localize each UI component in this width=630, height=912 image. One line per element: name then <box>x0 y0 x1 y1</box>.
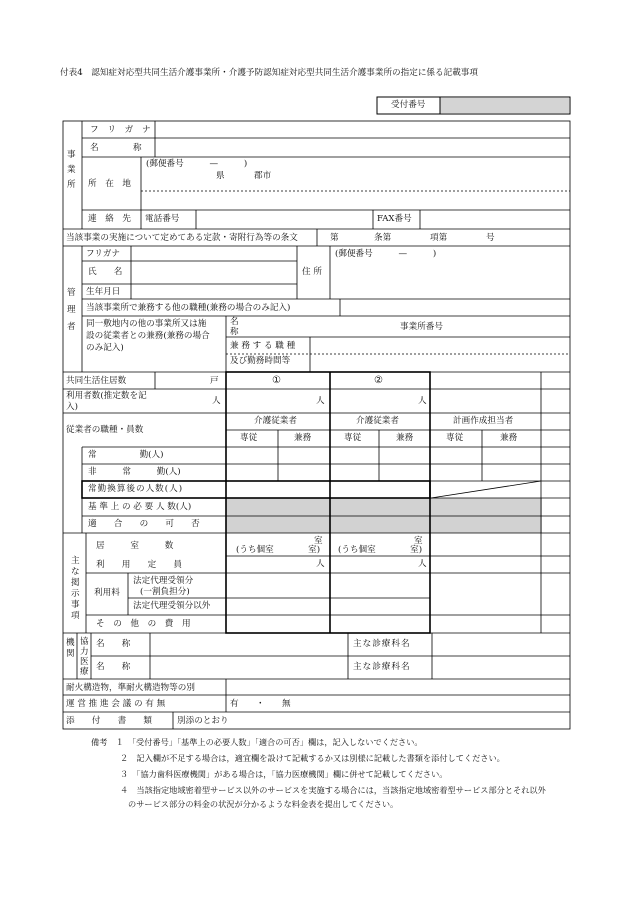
coop-section-label <box>66 638 76 660</box>
capacity-unit-2: 人 <box>418 559 427 569</box>
attach-value: 別添のとおり <box>177 716 229 726</box>
regulation-jo: 条第 <box>374 233 392 243</box>
users-unit-0: 人 <box>212 396 221 406</box>
coop-lab-4: 療 <box>80 667 89 677</box>
manager-mei-2: 称 <box>230 327 239 337</box>
coop-sec-1: 機 <box>66 638 75 648</box>
manager-name-label: 氏 名 <box>88 267 123 277</box>
manager-section-2: 理 <box>67 305 76 315</box>
items-capacity-label: 利 用 定 員 <box>96 560 182 570</box>
items-sec-3: 掲 <box>71 578 80 588</box>
coop-lab-1: 協 <box>80 637 89 647</box>
coop-name-2-label: 名 称 <box>96 662 131 672</box>
regulation-ko: 項第 <box>430 233 448 243</box>
manager-postal: (郵便番号 — ) <box>335 249 437 259</box>
manager-section-3: 者 <box>67 322 76 332</box>
manager-same-site-2: 設の従業者との兼務(兼務の場合 <box>86 331 210 341</box>
office-phone-label: 電話番号 <box>145 214 180 224</box>
items-sec-6: 項 <box>71 611 80 621</box>
staff-full-3: 専従 <box>446 433 464 443</box>
capacity-unit-1: 人 <box>316 559 325 569</box>
council-separator: ・ <box>256 699 265 709</box>
staff-ok-label: 適 合 の 可 否 <box>88 519 200 529</box>
unit-2-header: ② <box>374 375 383 386</box>
room-private-1: (うち個室 室) <box>236 545 321 555</box>
note-1: 備考 １ 「受付番号」「基準上の必要人数」「適合の可否」欄は，記入しないでください。 <box>91 737 423 747</box>
items-section-label <box>71 556 81 622</box>
manager-same-site-1: 同一敷地内の他の事業所又は施 <box>86 319 207 329</box>
items-sec-5: 事 <box>71 600 80 610</box>
users-label-1: 利用者数(推定数を記 <box>66 391 147 401</box>
items-fee1-label: 法定代理受領分 <box>133 576 194 586</box>
staff-care-2: 介護従業者 <box>356 416 399 426</box>
units-count-label: 共同生活住居数 <box>66 376 127 386</box>
coop-lab-3: 医 <box>80 657 89 667</box>
manager-job-hours-2: 及び勤務時間等 <box>230 356 291 366</box>
items-rooms-label: 居 室 数 <box>96 541 174 551</box>
office-contact-label: 連 絡 先 <box>88 214 131 224</box>
items-sec-4: 示 <box>71 589 80 599</box>
office-postal: (郵便番号 — ) <box>146 159 248 169</box>
fireproof-label: 耐火構造物，準耐火構造物等の別 <box>66 683 195 693</box>
office-pref: 県 <box>216 171 225 181</box>
note-4: ４ 当該指定地域密着型サービス以外のサービスを実施する場合には，当該指定地域密着型サービス部分とそれ以外 <box>120 785 546 795</box>
staff-label: 従業者の職種・員数 <box>66 425 144 435</box>
items-fee2-label: 法定代理受領分以外 <box>133 601 211 611</box>
receipt-label: 受付番号 <box>391 100 426 110</box>
unit-1-header: ① <box>272 375 281 386</box>
coop-label <box>80 637 90 677</box>
staff-part-1: 兼務 <box>294 433 312 443</box>
manager-address-label: 住 所 <box>302 267 322 277</box>
staff-care-1: 介護従業者 <box>254 416 297 426</box>
regulation-go: 号 <box>486 233 495 243</box>
regulation-dai: 第 <box>330 233 339 243</box>
users-unit-1: 人 <box>316 396 325 406</box>
staff-regular-label: 常 勤(人) <box>88 450 164 460</box>
staff-part-2: 兼務 <box>396 433 414 443</box>
manager-birth-label: 生年月日 <box>86 287 121 297</box>
manager-same-site-3: のみ記入) <box>86 343 124 353</box>
room-unit-2: 室 <box>414 536 423 546</box>
staff-nonregular-label: 非 常 勤(人) <box>88 467 181 477</box>
office-name-label: 名 称 <box>90 143 142 153</box>
office-section-label: 事 業 所 <box>67 150 76 190</box>
office-city: 郡市 <box>254 171 272 181</box>
attach-label: 添 付 書 類 <box>66 716 152 726</box>
coop-dept-1-label: 主な診療科名 <box>353 639 411 649</box>
items-fee1b-label: (一割負担分) <box>140 587 190 597</box>
manager-furigana-label: フリガナ <box>86 249 120 259</box>
items-sec-2: な <box>71 567 80 577</box>
room-unit-1: 室 <box>314 536 323 546</box>
staff-full-2: 専従 <box>344 433 362 443</box>
items-fee-label: 利用料 <box>94 588 120 598</box>
office-fax-label: FAX番号 <box>377 214 412 224</box>
coop-dept-2-label: 主な診療科名 <box>353 662 411 672</box>
staff-fte-label: 常勤換算後の人数(人) <box>88 484 184 494</box>
coop-lab-2: 力 <box>80 647 89 657</box>
users-unit-2: 人 <box>418 396 427 406</box>
coop-sec-2: 関 <box>66 649 75 659</box>
note-2: ２ 記入欄が不足する場合は，適宜欄を設けて記載するか又は別様に記載した書類を添付してください。 <box>120 753 505 763</box>
units-count-unit: 戸 <box>210 376 219 386</box>
office-address-label: 所 在 地 <box>88 179 131 189</box>
council-yes-option[interactable]: 有 <box>230 699 239 709</box>
staff-required-label: 基 準 上 の 必 要 人 数(人) <box>88 502 192 512</box>
note-5: のサービス部分の料金の状況が分かるような料金表を提出してください。 <box>128 799 399 809</box>
room-private-2: (うち個室 室) <box>338 545 423 555</box>
form-title: 付表4 認知症対応型共同生活介護事業所・介護予防認知症対応型共同生活介護事業所の指定に係る記載事項 <box>60 68 478 78</box>
items-sec-1: 主 <box>71 556 80 566</box>
manager-section-1: 管 <box>67 288 76 298</box>
items-other-fee-label: そ の 他 の 費 用 <box>96 619 191 629</box>
manager-mei-1: 名 <box>230 317 239 327</box>
users-label-2: 入) <box>66 402 78 412</box>
note-3: ３ 「協力歯科医療機関」がある場合は，「協力医療機関」欄に併せて記載してください。 <box>120 769 448 779</box>
office-furigana-label: フ リ ガ ナ <box>90 125 154 135</box>
council-no-option[interactable]: 無 <box>282 699 291 709</box>
council-label: 運 営 推 進 会 議 の 有 無 <box>66 699 166 709</box>
staff-full-1: 専従 <box>240 433 258 443</box>
staff-part-3: 兼務 <box>500 433 518 443</box>
manager-job-hours-1: 兼 務 す る 職 種 <box>230 341 296 351</box>
staff-planner: 計画作成担当者 <box>453 416 514 426</box>
manager-office-no-label: 事業所番号 <box>400 322 443 332</box>
regulation-label: 当該事業の実施について定めてある定款・寄附行為等の条文 <box>66 233 298 243</box>
manager-other-job-label: 当該事業所で兼務する他の職種(兼務の場合のみ記入) <box>86 303 291 313</box>
coop-name-1-label: 名 称 <box>96 639 131 649</box>
